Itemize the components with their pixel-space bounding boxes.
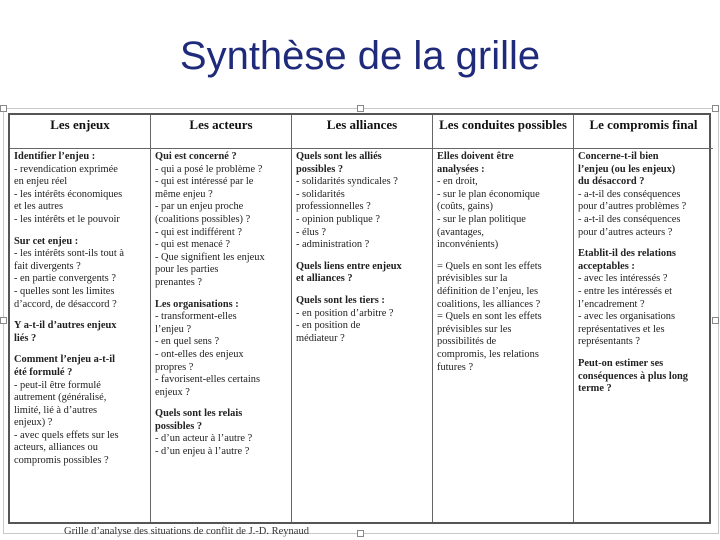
- text-line: - sur le plan économique: [437, 188, 540, 200]
- text-line: possibilités de: [437, 336, 497, 348]
- text-line: pour d’autres acteurs ?: [578, 226, 673, 238]
- section-heading: été formulé ?: [14, 366, 73, 378]
- text-line: l’encadrement ?: [578, 298, 645, 310]
- text-line: médiateur ?: [296, 332, 345, 344]
- text-line: (coalitions possibles) ?: [155, 213, 251, 225]
- text-line: pour d’autres problèmes ?: [578, 201, 687, 213]
- section-heading: Sur cet enjeu :: [14, 235, 79, 247]
- text-line: - élus ?: [296, 226, 327, 238]
- text-line: - quelles sont les limites: [14, 285, 115, 297]
- text-line: - a-t-il des conséquences: [578, 188, 681, 200]
- column-compromis: [574, 149, 713, 522]
- text-line: = Quels en sont les effets: [437, 260, 542, 272]
- spacer: [578, 239, 709, 248]
- text-line: enjeux ?: [155, 386, 190, 398]
- spacer: [155, 399, 287, 408]
- text-line: - en partie convergents ?: [14, 273, 116, 285]
- text-line: - peut-il être formulé: [14, 379, 101, 391]
- resize-handle-top-right[interactable]: [712, 105, 719, 112]
- header-compromis: Le compromis final: [574, 115, 713, 149]
- text-line: prévisibles sur les: [437, 323, 512, 335]
- text-line: compromis possibles ?: [14, 455, 109, 467]
- section-heading: du désaccord ?: [578, 176, 645, 188]
- text-line: l’enjeu ?: [155, 323, 192, 335]
- text-line: acteurs, alliances ou: [14, 442, 98, 454]
- section-heading: Quels sont les relais: [155, 408, 243, 420]
- header-conduites: Les conduites possibles: [433, 115, 574, 149]
- text-line: fait divergents ?: [14, 260, 81, 272]
- text-line: futures ?: [437, 361, 474, 373]
- text-line: limité, lié à d’autres: [14, 404, 98, 416]
- text-line: - avec les organisations: [578, 311, 676, 323]
- text-line: - ont-elles des enjeux: [155, 348, 244, 360]
- spacer: [578, 349, 709, 358]
- text-line: (coûts, gains): [437, 201, 493, 213]
- text-line: - opinion publique ?: [296, 213, 380, 225]
- section-heading: Qui est concerné ?: [155, 151, 237, 162]
- text-line: - qui a posé le problème ?: [155, 163, 263, 175]
- text-line: compromis, les relations: [437, 348, 539, 360]
- section-heading: Quels sont les tiers :: [296, 294, 385, 306]
- section-heading: acceptables :: [578, 260, 635, 272]
- text-line: - entre les intéressés et: [578, 285, 673, 297]
- resize-handle-bottom-center[interactable]: [357, 530, 364, 537]
- text-line: - en position de: [296, 320, 361, 332]
- spacer: [437, 252, 569, 261]
- text-line: - les intérêts économiques: [14, 188, 123, 200]
- synthesis-table: [8, 113, 711, 524]
- table-caption: Grille d’analyse des situations de conflit de J.-D. Reynaud: [64, 526, 309, 537]
- text-line: même enjeu ?: [155, 188, 213, 200]
- text-line: et les autres: [14, 201, 64, 213]
- section-heading: Identifier l’enjeu :: [14, 151, 96, 162]
- text-line: - avec les intéressés ?: [578, 273, 668, 285]
- text-line: - sur le plan politique: [437, 213, 526, 225]
- text-line: - transforment-elles: [155, 311, 237, 323]
- slide-title: Synthèse de la grille: [179, 34, 541, 78]
- section-heading: possibles ?: [155, 420, 203, 432]
- spacer: [296, 286, 428, 295]
- text-line: - qui est menacé ?: [155, 239, 231, 251]
- section-heading: Y a-t-il d’autres enjeux: [14, 320, 117, 332]
- resize-handle-top-center[interactable]: [357, 105, 364, 112]
- section-heading: Elles doivent être: [437, 151, 514, 162]
- section-heading: Quels liens entre enjeux: [296, 260, 402, 272]
- section-heading: Peut-on estimer ses: [578, 357, 664, 369]
- section-heading: l’enjeu (ou les enjeux): [578, 163, 676, 175]
- text-line: prenantes ?: [155, 276, 203, 288]
- section-heading: Les organisations :: [155, 298, 239, 310]
- text-line: - en quel sens ?: [155, 336, 220, 348]
- text-line: - qui est indifférent ?: [155, 226, 242, 238]
- text-line: professionnelles ?: [296, 201, 371, 213]
- text-line: - d’un enjeu à l’autre ?: [155, 446, 250, 458]
- resize-handle-middle-right[interactable]: [712, 317, 719, 324]
- text-line: représentatives et les: [578, 323, 665, 335]
- text-line: - les intérêts sont-ils tout à: [14, 248, 124, 260]
- resize-handle-middle-left[interactable]: [0, 317, 7, 324]
- text-line: - administration ?: [296, 239, 370, 251]
- text-line: pour les parties: [155, 264, 219, 276]
- resize-handle-top-left[interactable]: [0, 105, 7, 112]
- spacer: [296, 252, 428, 261]
- text-line: - les intérêts et le pouvoir: [14, 213, 120, 225]
- text-line: - revendication exprimée: [14, 163, 118, 175]
- section-heading: liés ?: [14, 332, 37, 344]
- section-heading: analysées :: [437, 163, 485, 175]
- column-conduites: [433, 149, 574, 522]
- spacer: [14, 227, 146, 236]
- column-alliances: [292, 149, 433, 522]
- text-line: enjeux) ?: [14, 417, 53, 429]
- text-line: = Quels en sont les effets: [437, 311, 542, 323]
- text-line: inconvénients): [437, 239, 499, 251]
- text-line: - solidarités syndicales ?: [296, 176, 398, 188]
- text-line: définition de l’enjeu, les: [437, 285, 538, 297]
- spacer: [14, 311, 146, 320]
- section-heading: Comment l’enjeu a-t-il: [14, 354, 115, 366]
- text-line: propres ?: [155, 361, 194, 373]
- section-heading: Quels sont les alliés: [296, 151, 382, 162]
- text-line: - qui est intéressé par le: [155, 176, 254, 188]
- section-heading: possibles ?: [296, 163, 344, 175]
- spacer: [14, 345, 146, 354]
- text-line: coalitions, les alliances ?: [437, 298, 541, 310]
- text-line: (avantages,: [437, 226, 485, 238]
- text-line: d’accord, de désaccord ?: [14, 298, 117, 310]
- section-heading: terme ?: [578, 383, 612, 395]
- header-acteurs: Les acteurs: [151, 115, 292, 149]
- text-line: en enjeu réel: [14, 176, 68, 188]
- spacer: [155, 290, 287, 299]
- text-line: prévisibles sur la: [437, 273, 508, 285]
- header-enjeux: Les enjeux: [10, 115, 151, 149]
- text-line: - par un enjeu proche: [155, 201, 244, 213]
- section-heading: Etablit-il des relations: [578, 248, 676, 260]
- text-line: - avec quels effets sur les: [14, 429, 119, 441]
- text-line: représentants ?: [578, 336, 641, 348]
- text-line: - Que signifient les enjeux: [155, 251, 265, 263]
- column-enjeux: [10, 149, 151, 522]
- header-alliances: Les alliances: [292, 115, 433, 149]
- section-heading: conséquences à plus long: [578, 370, 688, 382]
- text-line: - d’un acteur à l’autre ?: [155, 433, 253, 445]
- text-line: - en droit,: [437, 176, 478, 188]
- text-line: - solidarités: [296, 188, 345, 200]
- column-acteurs: [151, 149, 292, 522]
- text-line: autrement (généralisé,: [14, 392, 107, 404]
- section-heading: et alliances ?: [296, 273, 353, 285]
- text-line: - a-t-il des conséquences: [578, 213, 681, 225]
- text-line: - favorisent-elles certains: [155, 374, 261, 386]
- section-heading: Concerne-t-il bien: [578, 151, 659, 162]
- text-line: - en position d’arbitre ?: [296, 307, 394, 319]
